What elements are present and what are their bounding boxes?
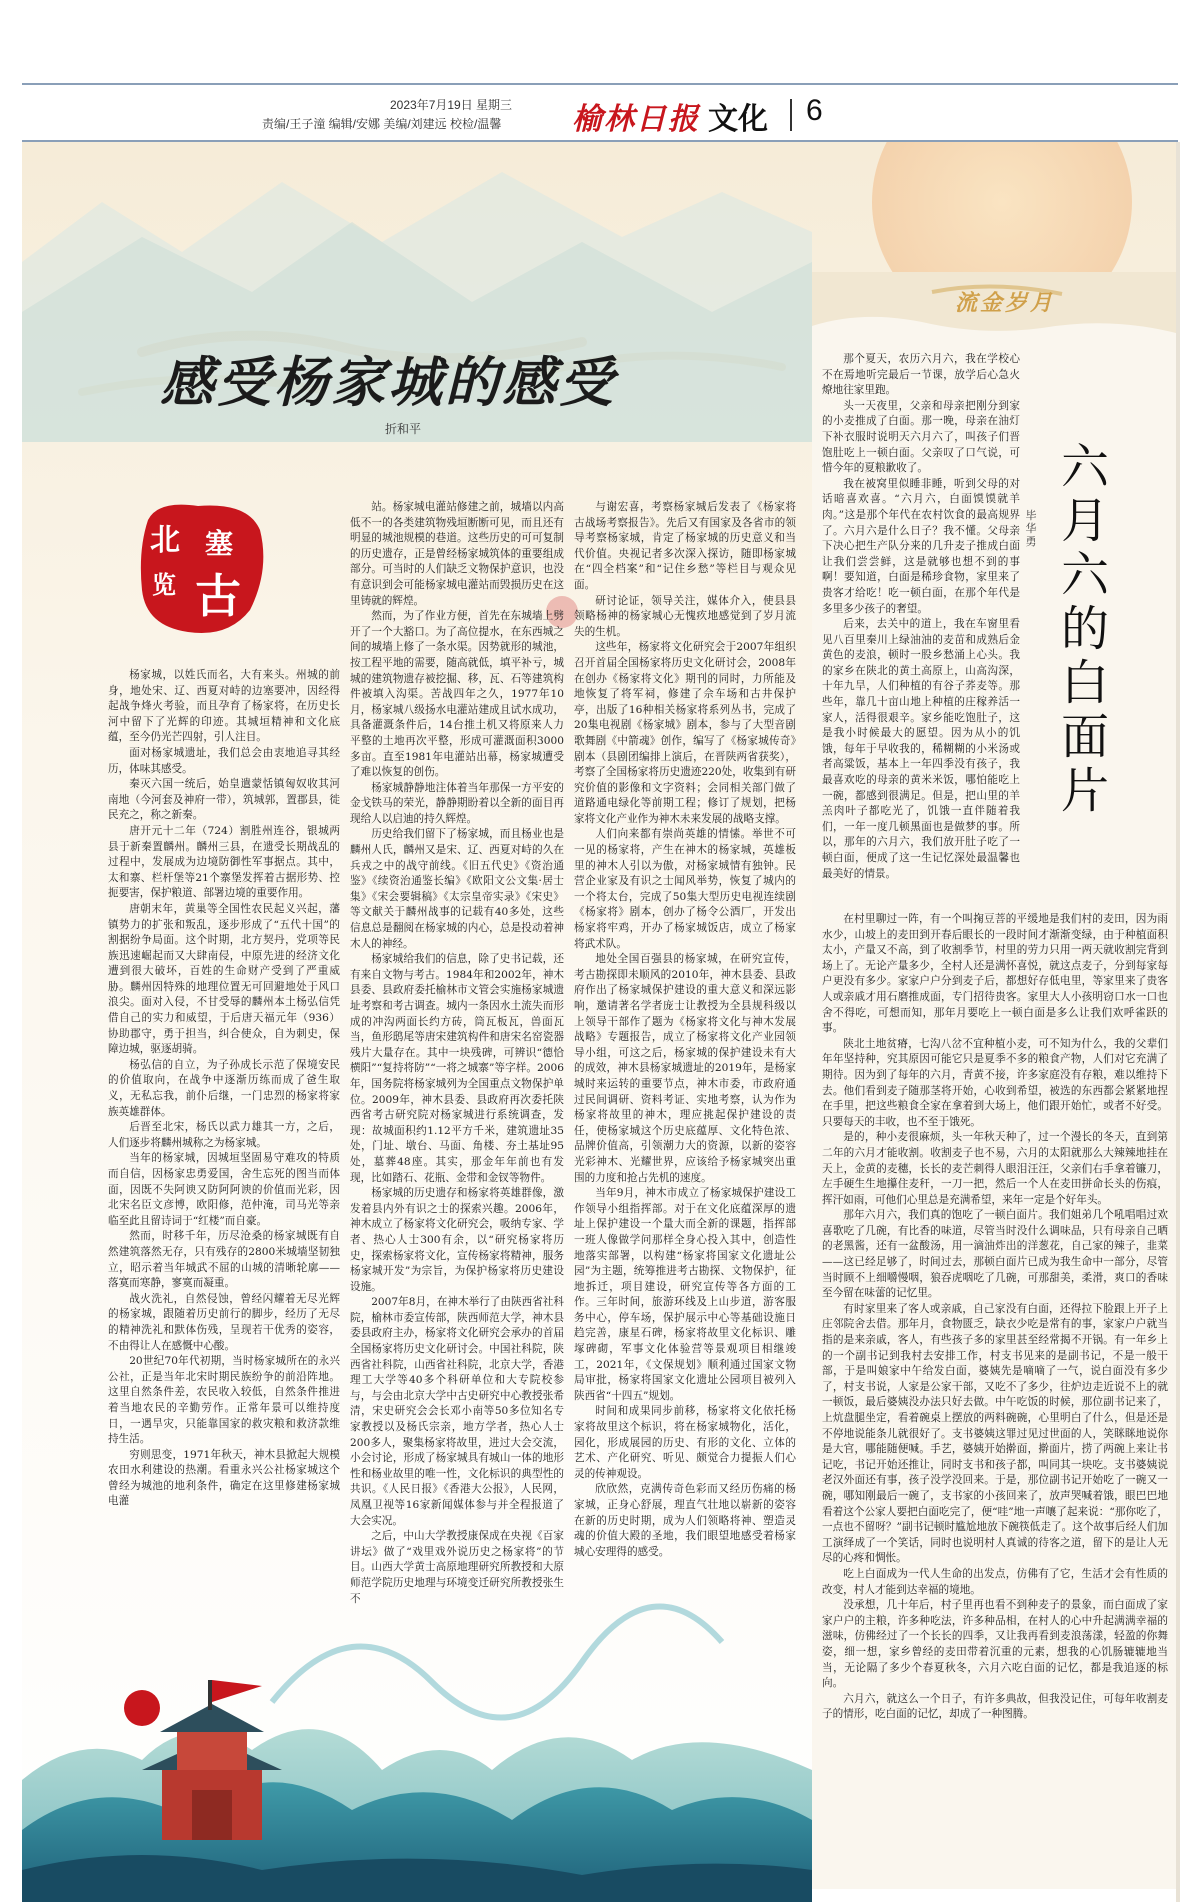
article-paragraph: 人们向来都有崇尚英雄的情愫。举世不可一见的杨家将，产生在神木的杨家城，英雄板里的神木人引以为傲，对杨家城情有独钟。民营企业家及有识之士闻风举势，恢复了城内的一个将太台，完成了50集大型历史电视连续剧《杨家将》剧本，创办了杨令公酒厂，开发出杨家将牢鸡，开办了杨家城饭店，成立了杨家将武术队。 bbox=[574, 828, 796, 950]
page-number: 6 bbox=[806, 94, 823, 127]
article-paragraph: 时间和成果同步前移，杨家将文化依托杨家将故里这个标识，将在杨家城物化，活化，园化，形成展园的历史、有形的文化、立体的艺术、产化研究、听见、颇觉合力提振人们心灵的传神观设。 bbox=[574, 1405, 796, 1480]
article-paragraph: 与谢宏喜，考察杨家城后发表了《杨家将古战场考察报告》。先后又有国家及各省市的领导考察杨家城，肯定了杨家城的历史意义和当代价值。央视记者多次深入探访，随即杨家城在“四全档案”和“记住乡愁”等栏目与观众见面。 bbox=[574, 501, 796, 591]
side-title-char: 月 bbox=[1060, 493, 1109, 549]
article-paragraph: 杨家城的历史遗存和杨家将英雄群像，激发着县内外有识之士的探索兴趣。2006年，神木成立了杨家将文化研究会，吸纳专家、学者、热心人士300有余，以“研究杨家将历史，探索杨家将文化，宣传杨家将精神，服务杨家城开发”为宗旨，为保护杨家将历史建设设施。 bbox=[350, 1187, 564, 1293]
article-paragraph: 唐开元十二年（724）割胜州连谷，银城两县于新秦置麟州。麟州三县，在遗受长期战乱的过程中，发展成为边境防御性军事据点。其中，太和寨、栏杆堡等21个寨堡发挥着古据形势、控扼要害，保护粮道、部署边境的重要作用。 bbox=[108, 824, 340, 900]
article-paragraph: 杨家城给我们的信息，除了史书记载，还有来自文物与考古。1984年和2002年，神木县委、县政府委托榆林市文管会实施杨家城遗址考察和考古调查。城内一条因水土流失而形成的冲沟两面长约方砖，筒瓦板瓦，兽面瓦当，鱼形鸱尾等唐宋建筑构件和唐宋名窑瓷器残片大量存在。其中一块残碑，可辨识“德恰横阳”“复持将防”“一将之城寨”等字样。2006年，国务院将杨家城列为全国重点文物保护单位。2009年，神木县委、县政府再次委托陕西省考古研究院对杨家城进行系统调查，发现：故城面积约1.12平方千米，建筑遗址35处，门址、墩台、马面、角楼、夯土基址95处，墓葬48座。其实，那金年年前也有发现，比如踏石、花瓶、金带和金钗等物件。 bbox=[350, 953, 564, 1184]
article-paragraph: 这些年，杨家将文化研究会于2007年组织召开首届全国杨家将历史文化研讨会，2008年在创办《杨家将文化》期刊的同时，力所能及地恢复了将军祠，修建了佘车场和古井保护亭，出版了16种相关杨家将系列丛书，完成了20集电视剧《杨家城》剧本，参与了大型音剧歌舞剧《中箭魂》创作，编写了《杨家城传奇》剧本（县剧团编排上演后，在晋陕两省获奖），考察了全国杨家将历史遗迹220处，收集到有研究价值的影像和文字资料；会同相关部门做了道路通电绿化等前期工程；修订了规划，把杨家将文化产业作为神木未来发展的战略支撑。 bbox=[574, 641, 796, 825]
masthead-divider bbox=[790, 99, 792, 131]
masthead-top-rule bbox=[22, 83, 1178, 85]
article-paragraph: 杨家城，以姓氏而名，大有来头。州城的前身，地处宋、辽、西夏对峙的边塞要冲，因经得起战争烽火考验，而且孕育了杨家将，在历史长河中留下了光辉的印迹。其城垣精神和文化底蕴，至今仍光芒四射，引人注目。 bbox=[108, 669, 340, 744]
article-paragraph: 地处全国百强县的杨家城，在研究宣传，考古勘探即未顺风的2010年，神木县委、县政府作出了杨家城保护建设的重大意义和深远影响，邀请著名学者庞士让教授为全县规科级以上领导干部作了题为《杨家将文化与神木发展战略》专题报告，成立了杨家将文化产业园领导小组，可这之后，杨家城的保护建设未有大的成效，神木县杨家城遗址的2019年，是杨家城时来运转的重要节点，神木市委，市政府通过民间调研、资料考证、实地考察，认为作为杨家将故里的神木，理应挑起保护建设的责任，使杨家城这个历史底蕴厚、文化特色浓、品牌价值高，引领潮力大的资源，以新的姿容光彩神木、光耀世界，应该给予杨家城突出重围的力度和抢占先机的速度。 bbox=[574, 953, 796, 1184]
red-flag-emblem bbox=[124, 1690, 160, 1726]
side-title-char: 六 bbox=[1060, 547, 1109, 603]
side-title-char: 片 bbox=[1060, 763, 1109, 819]
side-title-char: 面 bbox=[1060, 709, 1109, 765]
side-article-paragraph: 有时家里来了客人或亲戚，自己家没有白面，还得拉下脸跟上开子上庄邻院舍去借。那年月，食物匮乏，缺衣少吃是常有的事，家家户户就当指的是来亲戚，客人，有些孩子多的家里甚至经常揭不开锅。有一年乡上的一个副书记到我村去安排工作，村支书见来的是副书记，不是一般干部，于是叫娘家中午给发白面，婆姨先是嘀嘀了一气，说白面没有多少了，村支书说，人家是公家干部，又吃不了多少，往炉边走近说不上的就一顿饭，最后婆姨没办法只好去做。中午吃饭的时候，那位副书记来了，上炕盘腿坐定，看着碗桌上摆放的两料碗碗，心里明白了什么，但是还是不停地说能条儿就很好了。支书婆姨这罪过见过世面的人，笑眯眯地说你是大官，哪能随便喊。手艺，婆姨开始擀面，擀面片，捞了两碗上来让书记吃，书记开始还推让，同时支书和孩子都，叫同其一块吃。支书婆姨说老汉外面还有事，孩子没学没回来。于是，那位副书记开始吃了一碗又一碗，哪知刚最后一碗了，支书家的小孩回来了，放声哭喊着饿，眼巴巴地看着这个公家人要把白面吃完了，便“哇”地一声嚷了起来说：“那你吃了，一点也不留呀？”副书记顿时尴尬地放下碗筷低走了。这个故事后经人们加工演绎成了一个笑话，同时也说明村人真诚的待客之道，留下的是让人无尽的心疼和惆怅。 bbox=[822, 1302, 1168, 1565]
article-paragraph: 之后，中山大学教授康保成在央视《百家讲坛》做了“戏里戏外说历史之杨家将”的节目。山西大学黄士高原地理研究所教授和大原师范学院历史地理与环境变迁研究所教授张生不 bbox=[350, 1530, 564, 1605]
side-title-char: 的 bbox=[1060, 601, 1109, 657]
section-title: 文化 bbox=[708, 103, 768, 136]
side-article-paragraph: 没承想，几十年后，村子里再也看不到种麦子的景象，而白面成了家家户户的主粮，许多种吃法，许多种品相，在村人的心中升起满满幸福的滋味，仿佛经过了一个长长的四季，又让我再看到麦浪荡漾，轻盈的你舞姿，细一想，家乡曾经的麦田带着沉重的元素，想我的心饥肠辘辘地当当，无论隔了多少个春夏秋冬，六月六吃白面的记忆，都是我追逐的标向。 bbox=[822, 1599, 1168, 1690]
article-byline: 折和平 bbox=[385, 422, 422, 436]
side-title-char: 白 bbox=[1060, 655, 1109, 711]
article-paragraph: 2007年8月，在神木举行了由陕西省社科院，榆林市委宣传部，陕西师范大学，神木县委县政府主办，杨家将文化研究会承办的首届全国杨家将历史文化研讨会。中国社科院，陕西省社科院，山西省社科院，北京大学，香港理工大学等40多个科研单位和大专院校参与，与会由北京大学中古史研究中心教授张希清，宋史研究会会长邓小南等50多位知名专家教授以及杨氏宗亲，地方学者，热心人士200多人，聚集杨家将故里，进过大会交流，小会讨论，形成了杨家城具有城山一体的地形性和杨业故里的唯一性，文化标识的典型性的共识。《人民日报》《香港大公报》，人民网，凤凰卫视等16家新闻媒体参与并全程报道了大会实况。 bbox=[350, 1296, 564, 1527]
article-paragraph: 站。杨家城电灌站修建之前，城墙以内高低不一的各类建筑物残垣断断可见，而且还有明显的城池规模的巷道。这些历史的可可复制的历史遗存，正是曾经杨家城筑体的重要组成部分。可当时的人们缺乏文物保护意识，也没有意识到会可能杨家城电灌站而毁损历史在这里铸就的辉煌。 bbox=[350, 501, 564, 607]
side-article-title bbox=[1055, 440, 1115, 818]
side-article-paragraph: 那个夏天，农历六月六，我在学校心不在焉地听完最后一节课，放学后心急火燎地往家里跑。 bbox=[822, 353, 1020, 397]
side-article-paragraph: 那年六月六，我们真的饱吃了一顿白面片。我们姐弟几个吼唱唱过欢喜歌吃了几碗，有比香的味道，尽管当时没什么调味品，只有母亲自己晒的老黑酱，还有一盆酸汤，用一滴油炸出的洋葱花，自己家的辣子，韭菜——这已经足够了，时间过去，那顿白面片已成为我生命中一部分，尽管当时顾不上细嚼慢咽，狼吞虎咽吃了几碗，可那甜美，柔滑，爽口的香味至今留在味蕾的记忆里。 bbox=[822, 1209, 1168, 1300]
article-paragraph: 穷则思变，1971年秋天，神木县掀起大规模农田水利建设的热潮。看重永兴公社杨家城这个曾经为城池的地利条件，确定在这里修建杨家城电灌 bbox=[108, 1448, 340, 1508]
article-column-1 bbox=[108, 668, 340, 1668]
article-paragraph: 然而，时移千年，历尽沧桑的杨家城既有自然建筑落然无存，只有残存的2800米城墙坚韧独立，昭示着当年城武不屈的山城的清晰轮廓——落寞而寒静，寥寞而凝重。 bbox=[108, 1230, 340, 1290]
side-article-paragraph: 吃上白面成为一代人生命的出发点，仿佛有了它，生活才会有性质的改变，村人才能到达幸福的境地。 bbox=[822, 1567, 1168, 1596]
article-paragraph: 杨家城静静地注体着当年那保一方平安的金戈铁马的荣光，静静期盼着以全新的面目再现给人以启迪的持久辉煌。 bbox=[350, 781, 564, 825]
side-article-paragraph: 六月六，就这么一个日子，有许多典故，但我没记住，可每年收割麦子的情形，吃白面的记忆，却成了一种图腾。 bbox=[822, 1692, 1168, 1721]
side-article-paragraph: 头一天夜里，父亲和母亲把刚分到家的小麦推成了白面。那一晚，母亲在油灯下补衣服时说明天六月六了，叫孩子们晋饱肚吃上一顿白面。父亲叹了口气说，可惜今年的夏粮歉收了。 bbox=[822, 399, 1020, 475]
newspaper-logo: 榆林日报 bbox=[572, 102, 700, 137]
side-article-author: 毕华勇 bbox=[1025, 510, 1037, 548]
editorial-credits: 责编/王子潼 编辑/安娜 美编/刘建远 校检/温馨 bbox=[262, 117, 502, 131]
article-headline: 感受杨家城的感受 bbox=[160, 351, 616, 414]
column-badge-char-4: 古 bbox=[195, 569, 241, 623]
article-paragraph: 当年的杨家城，因城垣坚固易守难攻的特质而自信，因杨家忠勇爱国，舍生忘死的图当而体面，因既不失阿谀又防阿阿谀的价值而光彩，因北宋名臣文彦博，欧阳修，范仲淹，司马光等亲临至此且留诗词于“红楼”而自豪。 bbox=[108, 1152, 340, 1227]
side-article-paragraph: 是的，种小麦很麻烦，头一年秋天种了，过一个漫长的冬天，直到第二年的六月才能收割。收割麦子也不易，六月的太阳就那么大辣辣地挂在天上，金黄的麦穗，长长的麦芒刺得人眼泪汪汪，父亲们右手拿着镰刀，左手硬生生地攥住麦秆，一刀一把，然后一个人在麦田拼命长头的伤痕，挥汗如雨，可他们心里总是充满希望，来年一定是个好年头。 bbox=[822, 1131, 1168, 1206]
article-paragraph: 后晋至北宋，杨氏以武力雄其一方，之后，人们逐步将麟州城称之为杨家城。 bbox=[108, 1121, 340, 1149]
article-paragraph: 战火洗礼，自然侵蚀，曾经闪耀着无尽光辉的杨家城，跟随着历史前行的脚步，经历了无尽的精神洗礼和默体伤残，呈现若干优秀的姿容，不由得让人在感慨中心酸。 bbox=[108, 1292, 340, 1352]
article-paragraph: 当年9月，神木市成立了杨家城保护建设工作领导小组指挥部。对于在文化底蕴深厚的遗址上保护建设一个量大而全新的课题，指挥部一班人像做学问那样全身心投入其中，创造性地落实部署，以构建“杨家将国家文化遗址公园”为主题，统筹推进考古勘探、文物保护，征地拆迁，项目建设，研究宣传等各方面的工作。三年时间，旅游环线及上山步道，游客服务中心，停车场，保护展示中心等基础设施日趋完善，康星石碑，杨家将故里文化标识、雕塚碑砌，军事文化体验营等景观项目相继竣工，2021年，《文保规划》顺利通过国家文物局审批，杨家将国家文化遗址公园项目被列入陕西省“十四五”规划。 bbox=[574, 1187, 796, 1402]
column-badge-char-1: 北 bbox=[150, 523, 180, 558]
side-column-title: 流金岁月 bbox=[955, 290, 1056, 316]
article-paragraph: 杨弘信的自立，为子孙成长示范了保境安民的价值取向，在战争中逐渐历练而成了爸生取义，无私忘我，前仆后继，一门忠烈的杨家将家族英雄群体。 bbox=[108, 1058, 340, 1118]
side-article-column-bottom bbox=[822, 912, 1168, 1882]
column-badge-char-2: 塞 bbox=[205, 527, 234, 560]
side-article-paragraph: 后来，去关中的道上，我在车窗里看见八百里秦川上绿油油的麦苗和成熟后金黄色的麦浪，顿时一股乡愁涌上心头。我的家乡在陕北的黄土高原上，山高沟深，十年九旱，人们种植的有谷子荞麦等。那些年，靠几十亩山地上种植的庄稼养活一家人，活得很艰辛。家乡能吃饱肚子，这是我小时候最大的愿望。因为从小的饥饿，每年于早收我的，稀糊糊的小米汤或者高粱饭，基本上一年四季没有孩子，我最喜欢吃的母亲的黄米米饭，哪怕能吃上一碗，都感到很满足。但是，把山里的羊羔肉叶子都吃光了，饥饿一直伴随着我们，一年一度几顿黑面也是做梦的事。所以，那年的六月六，我们放开肚子吃了一顿白面，便成了这一生记忆深处最温馨也最美好的情景。 bbox=[822, 618, 1020, 880]
article-paragraph: 秦灭六国一统后，始皇遣蒙恬镇匈奴收其河南地（今河套及神府一带），筑城郭，置郡县，徙民充之，称之新秦。 bbox=[108, 778, 340, 822]
side-article-paragraph: 陕北土地贫瘠，七沟八岔不宜种植小麦，可不知为什么，我的父辈们年年坚持种，究其原因可能它只是夏季不多的粮食产物，人们对它充满了期待。因为到了每年的六月，青黄不接，许多家庭没有存粮，难以维持下去。他们看到麦子随那茎将开始，心收到希望，被选的东西都会紧紧地捏在手里，把这些粮食全家在拿着到大场上，他们跟开始忙，或者不好受。只要每天的丰收，也不至于饿死。 bbox=[822, 1037, 1168, 1128]
page-frame-right bbox=[1176, 142, 1180, 1902]
article-paragraph: 欣欣然，克满传奇色彩而又经历伤痛的杨家城，正身心舒展，理直气壮地以崭新的姿容在新的历史时期，成为人们领略将神、塑造灵魂的价值大殿的圣地，我们眼望地感受着杨家城心安理得的感受。 bbox=[574, 1483, 796, 1558]
issue-date: 2023年7月19日 星期三 bbox=[390, 98, 513, 112]
side-article-column-top bbox=[822, 352, 1020, 908]
column-badge-char-3: 览 bbox=[152, 571, 176, 599]
article-paragraph: 研讨论证，领导关注，媒体介入，使县县领略杨神的杨家城心无愧疚地感觉到了岁月流失的生机。 bbox=[574, 594, 796, 638]
side-title-char: 六 bbox=[1060, 439, 1109, 495]
article-paragraph: 唐朝末年，黄巢等全国性农民起义兴起，藩镇势力的扩张和叛乱，逐步形成了“五代十国”的割据纷争局面。这个时期，北方契丹，党项等民族迅速崛起而又大肆南侵，中原先进的经济文化遭到很大破坏，百姓的生命财产受到了严重威胁。麟州因特殊的地理位置无可回避地处于风口浪尖。面对入侵，不甘受辱的麟州本土杨弘信凭借自己的实力和威望，于后唐天福元年（936）协助郡守，勇于担当，纠合使众，自为刺史，保障边城，驱逐胡骑。 bbox=[108, 902, 340, 1056]
article-paragraph: 然而，为了作业方便，首先在东城墙上劈开了一个大豁口。为了高位提水，在东西城之间的城墙上修了一条水渠。因势就形的城池，按工程平地的需要，随高就低，填平补亏，城城的建筑物遗存被挖掘、移，瓦、石等建筑构件被填入沟渠。苦战四年之久，1977年10月，杨家城八级扬水电灌站建成且试水成功，具备灌溉条件后，14台推土机又将原来人力平整的土地再次平整，形成可灌溉面积3000多亩。直至1981年电灌站出幕，杨家城遭受了难以恢复的创伤。 bbox=[350, 610, 564, 779]
article-paragraph: 20世纪70年代初期，当时杨家城所在的永兴公社，正是当年北宋时期民族纷争的前沿阵地。这里自然条件差，农民收入较低，自然条件推进着当地农民的辛勤劳作。正常年景可以维持度日，一遇旱灾，只能靠国家的救灾粮和救济款维持生活。 bbox=[108, 1355, 340, 1446]
article-paragraph: 历史给我们留下了杨家城，而且杨业也是麟州人氏，麟州又是宋、辽、西夏对峙的久在兵戎之中的战守前线。《旧五代史》《资治通鉴》《续资治通鉴长编》《欧阳文公文集·居士集》《宋会要辑稿》《太宗皇帝实录》《宋史》等文献关于麟州战事的记载有40多处，这些信息总是翻阅在杨家城的内心，总是投动着神木人的神经。 bbox=[350, 828, 564, 950]
side-article-paragraph: 在村里聊过一阵，有一个叫掬豆菩的平缓地是我们村的麦田，因为雨水少，山坡上的麦田到开春后眼长的一段时间才渐渐变绿，由于种植面积太小，产量又不高，到了收割季节，村里的劳力只用一两天就收割完背到场上了。无论产量多少，全村人还是满怀喜悦，就这点麦子，分到每家每户更没有多少。家家户户分到麦子后，都想好存低电里，等家里来了贵客人或亲戚才用石磨推成面，专门招待贵客。家里大人小孩明窃口水一口也舍不得吃，可想而知，那年月要吃上一顿白面是多么让我们欢呼雀跃的事。 bbox=[822, 913, 1168, 1035]
side-article-paragraph: 我在被窝里似睡非睡，听到父母的对话暗喜欢喜。“六月六，白面馍馍就羊肉。”这是那个年代在农村饮食的最高规界了。六月六是什么日子？我不懂。父母亲下决心把生产队分来的几升麦子推成白面让我们尝尝鲜，这是就够也想不到的事啊！要知道，白面是稀珍食物，家里来了贵客才给吃！吃一顿白面，在那个年代是多里多少孩子的奢望。 bbox=[822, 477, 1020, 615]
article-column-3 bbox=[574, 500, 796, 1620]
article-paragraph: 面对杨家城遗址，我们总会由衷地追寻其经历，体味其感受。 bbox=[108, 746, 340, 775]
article-column-2 bbox=[350, 500, 564, 1660]
